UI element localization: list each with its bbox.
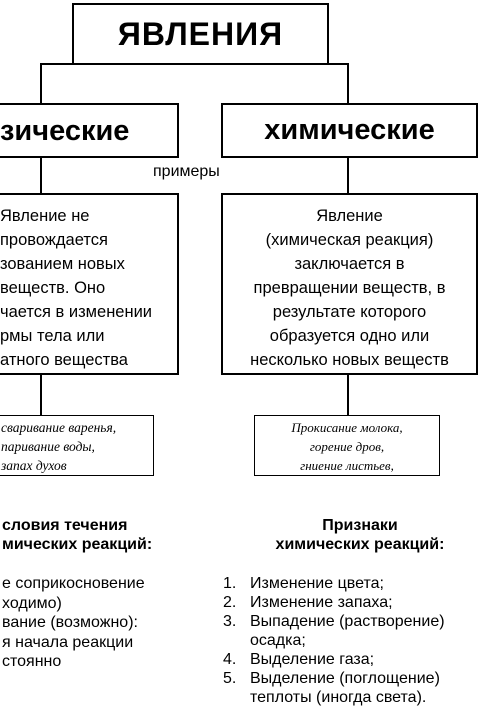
connector-right-vertical <box>347 63 349 104</box>
definition-line: заключается в <box>294 255 405 273</box>
definition-line: веществ. Оно <box>0 279 106 297</box>
left-heading-text: зические <box>0 115 130 147</box>
definition-line: превращении веществ, в <box>253 279 446 297</box>
sign-item <box>223 612 481 650</box>
condition-line: ходимо) <box>2 594 62 612</box>
right-definition-box <box>221 193 478 375</box>
sign-number: 3. <box>223 613 237 630</box>
left-conditions-title <box>2 516 152 554</box>
connector-left-definition-to-examples <box>40 374 42 416</box>
sign-item <box>223 593 481 612</box>
sign-line: Изменение цвета; <box>250 575 384 592</box>
right-heading-text: химические <box>264 114 435 146</box>
title-box <box>72 3 329 65</box>
definition-line: Явление <box>316 207 383 225</box>
example-line: запах духов <box>1 458 67 473</box>
left-conditions-list <box>2 574 145 672</box>
title-text: ЯВЛЕНИЯ <box>117 16 284 52</box>
sign-number: 2. <box>223 594 237 611</box>
condition-line: вание (возможно): <box>2 614 138 631</box>
definition-line: атного вещества <box>0 351 128 369</box>
connector-right-heading-to-definition <box>347 156 349 194</box>
left-definition-box <box>0 193 179 375</box>
connector-right-horizontal <box>327 63 349 65</box>
sign-item <box>223 574 481 593</box>
connector-right-definition-to-examples <box>347 374 349 416</box>
sign-line: осадка; <box>250 632 306 649</box>
sign-item <box>223 669 481 707</box>
examples-label: примеры <box>153 163 220 180</box>
definition-line: рмы тела или <box>0 327 105 345</box>
example-line: Прокисание молока, <box>291 420 403 435</box>
left-examples-box <box>0 415 154 476</box>
right-definition-text <box>223 204 476 372</box>
sign-line: Выделение (поглощение) <box>250 670 440 687</box>
sign-line: Выделение газа; <box>250 651 375 668</box>
connector-left-vertical <box>40 63 42 104</box>
condition-line: я начала реакции <box>2 633 134 651</box>
sign-number: 4. <box>223 651 237 668</box>
right-examples-box <box>254 415 440 476</box>
definition-line: провождается <box>0 231 108 249</box>
connector-left-horizontal <box>40 63 74 65</box>
example-line: горение дров, <box>309 439 385 454</box>
example-line: сваривание варенья, <box>1 420 117 435</box>
left-examples-text <box>1 418 116 475</box>
right-signs-title <box>262 516 458 554</box>
sign-line: Изменение запаха; <box>250 594 393 611</box>
sign-line: теплоты (иногда света). <box>250 689 427 706</box>
sign-line: Выпадение (растворение) <box>250 613 445 630</box>
definition-line: зованием новых <box>0 255 125 273</box>
conditions-title-line: словия течения <box>2 517 128 534</box>
sign-number: 5. <box>223 670 237 687</box>
example-line: гниение листьев, <box>300 458 394 473</box>
definition-line: образуется одно или <box>269 327 430 345</box>
definition-line: несколько новых веществ <box>250 351 449 369</box>
example-line: паривание воды, <box>1 439 95 454</box>
connector-left-heading-to-definition <box>40 156 42 194</box>
condition-line: е соприкосновение <box>2 575 145 592</box>
right-signs-list <box>223 574 481 707</box>
right-examples-text <box>255 418 439 475</box>
signs-title-line: химических реакций: <box>275 536 445 553</box>
right-heading-box <box>221 103 478 158</box>
sign-number: 1. <box>223 575 237 592</box>
left-heading-box <box>0 103 179 158</box>
right-signs-container <box>223 574 481 707</box>
definition-line: Явление не <box>0 207 90 225</box>
signs-title-line: Признаки <box>322 517 398 534</box>
definition-line: чается в изменении <box>0 303 153 321</box>
conditions-title-line: мических реакций: <box>2 536 153 553</box>
left-definition-text <box>0 204 152 372</box>
definition-line: (химическая реакция) <box>265 231 434 249</box>
definition-line: результате которого <box>272 303 427 321</box>
sign-item <box>223 650 481 669</box>
condition-line: стоянно <box>2 653 62 670</box>
